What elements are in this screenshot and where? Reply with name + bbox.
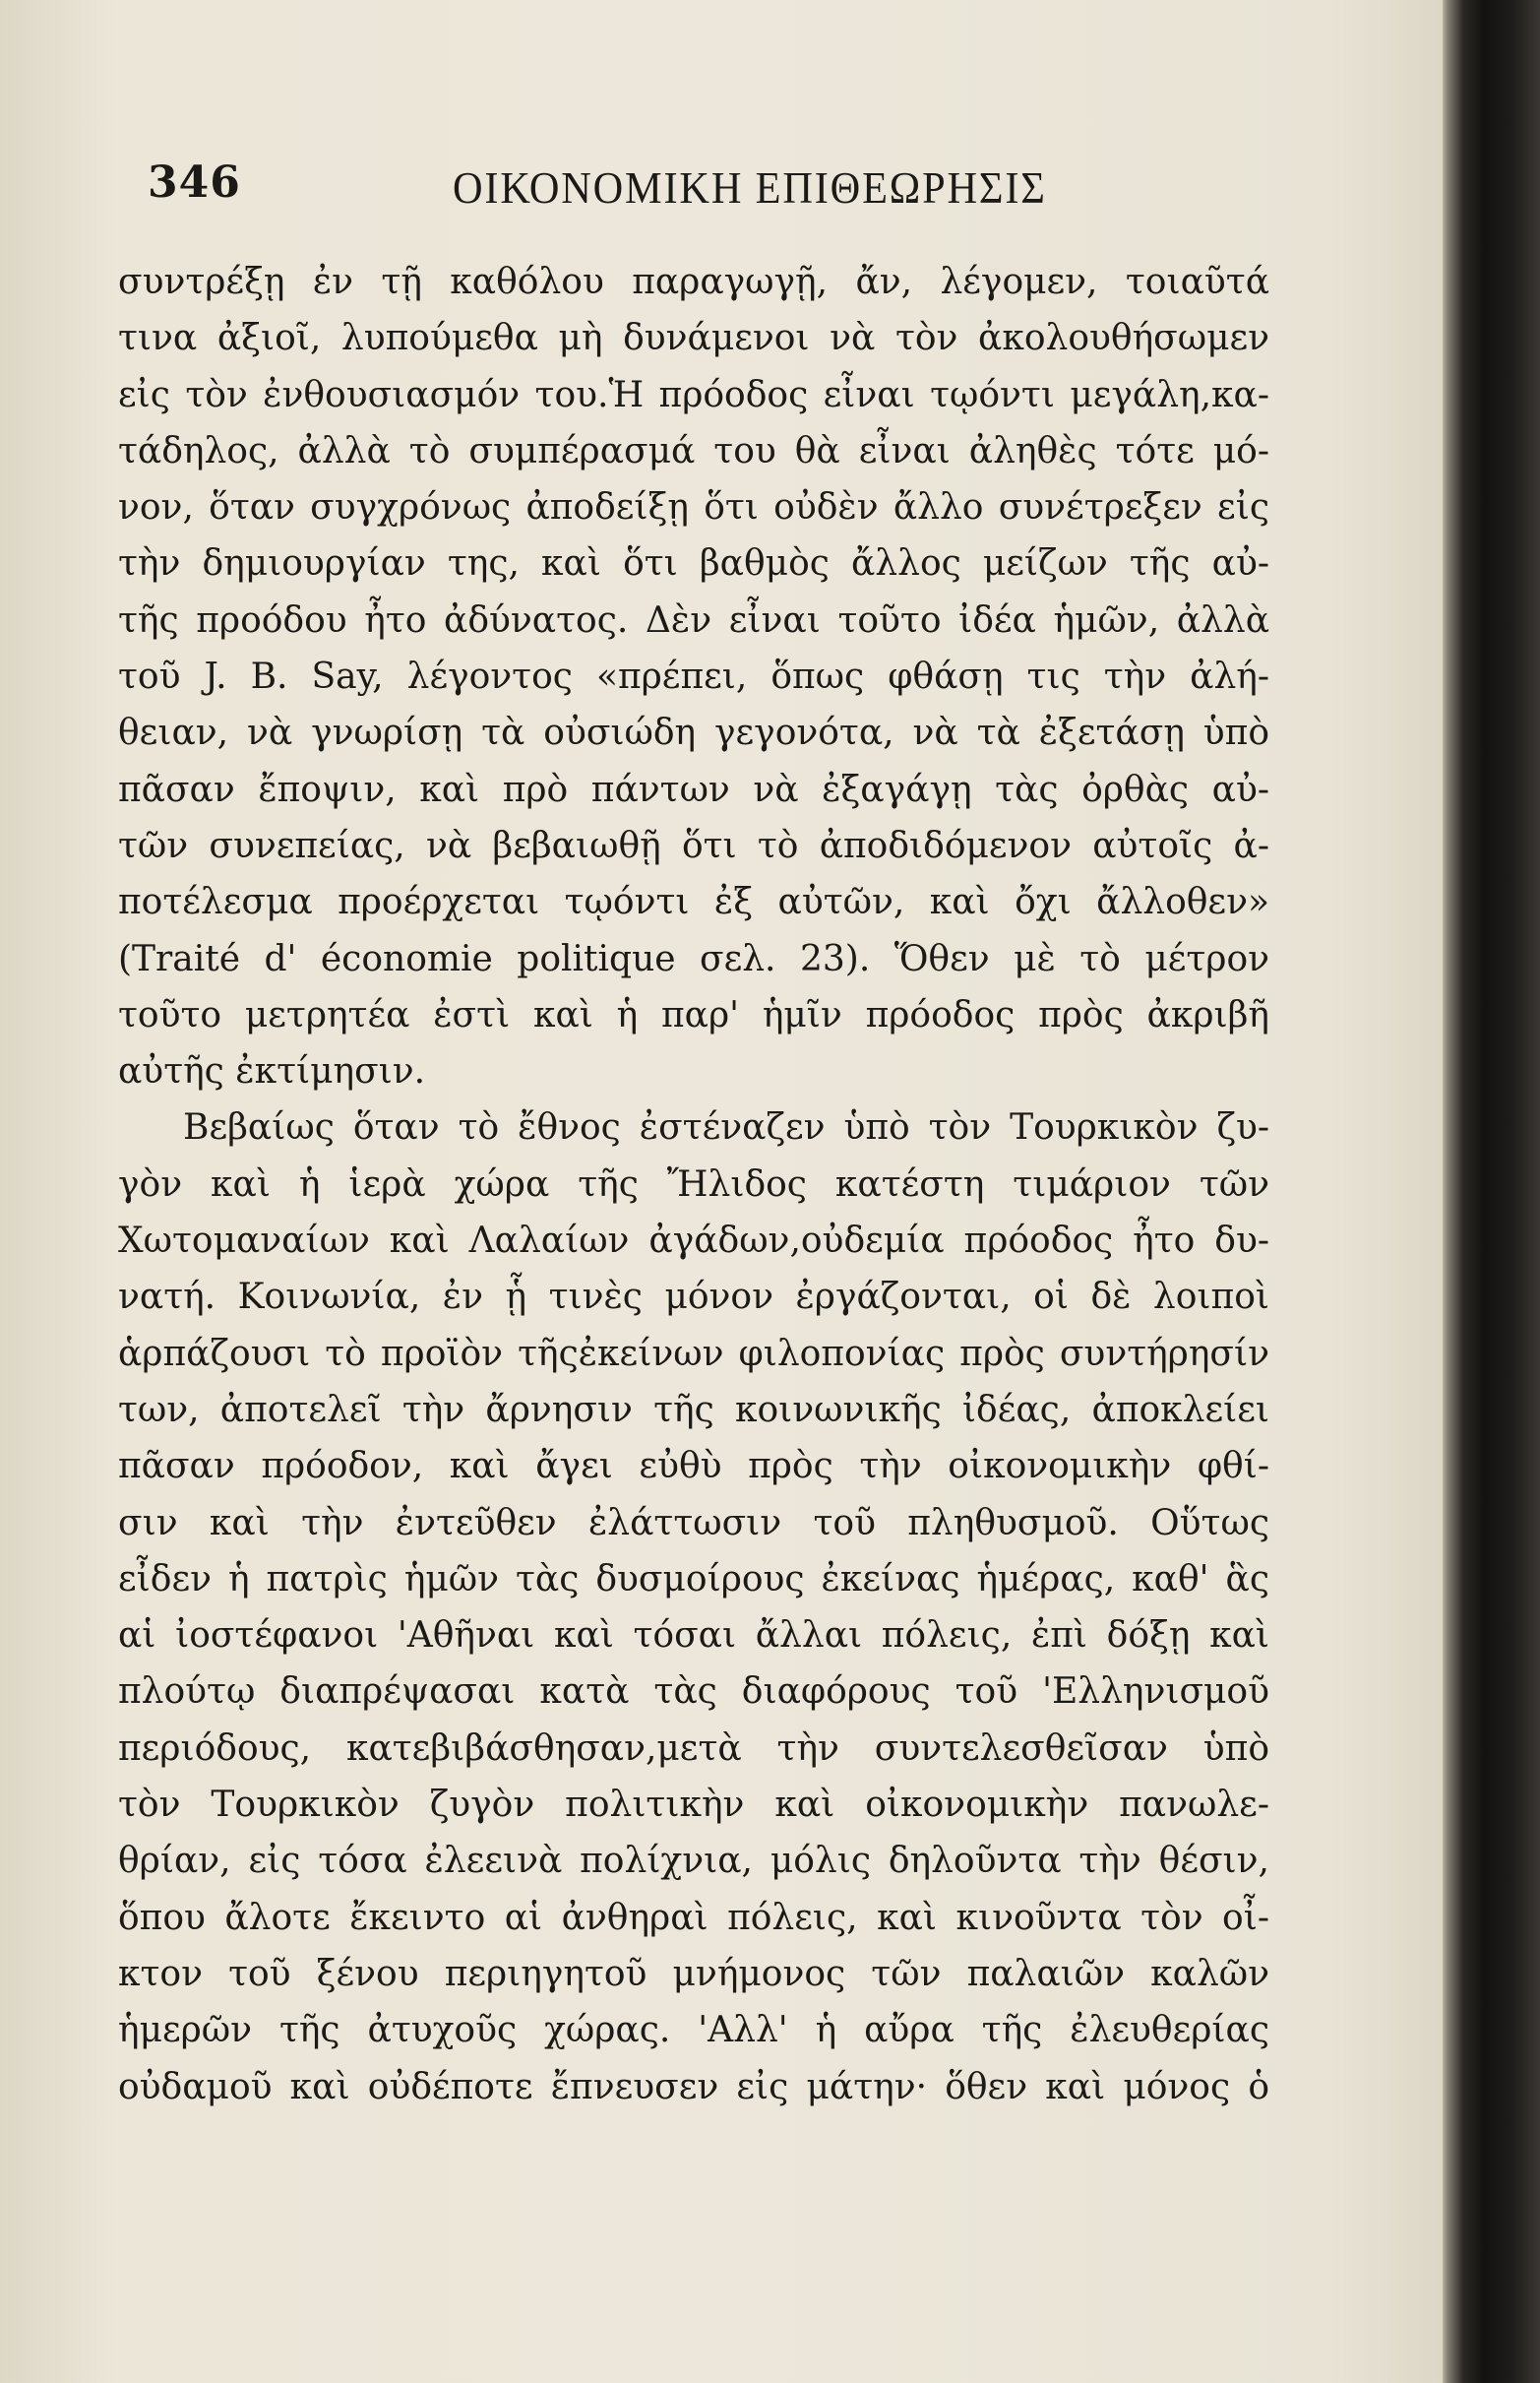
text-line: αὐτῆς ἐκτίμησιν. [118, 1051, 426, 1093]
text-line: Χωτομαναίων καὶ Λαλαίων ἀγάδων,οὐδεμία πρόοδος ἦτο δυ- [118, 1221, 1269, 1262]
body-text [118, 254, 1269, 2115]
text-line: τινα ἀξιοῖ, λυπούμεθα μὴ δυνάμενοι νὰ τὸν ἀκολουθήσωμεν [118, 318, 1269, 359]
text-line: ὅπου ἄλοτε ἔκειντο αἱ ἀνθηραὶ πόλεις, καὶ κινοῦντα τὸν οἶ- [118, 1897, 1269, 1938]
text-line: νατή. Κοινωνία, ἐν ᾗ τινὲς μόνον ἐργάζονται, οἱ δὲ λοιποὶ [118, 1277, 1269, 1318]
running-head-title: ΟΙΚΟΝΟΜΙΚΗ ΕΠΙΘΕΩΡΗΣΙΣ [453, 162, 1047, 213]
text-line: (Traité d' économie politique σελ. 23). Ὅθεν μὲ τὸ μέτρον [118, 938, 1269, 979]
text-line: συντρέξῃ ἐν τῇ καθόλου παραγωγῇ, ἄν, λέγομεν, τοιαῦτά [118, 262, 1269, 302]
text-line: εἰς τὸν ἐνθουσιασμόν του.Ἡ πρόοδος εἶναι τῳόντι μεγάλη,κα- [118, 374, 1269, 415]
text-line: ποτέλεσμα προέρχεται τῳόντι ἐξ αὐτῶν, καὶ ὄχι ἄλλοθεν» [118, 882, 1269, 923]
text-line: των, ἀποτελεῖ τὴν ἄρνησιν τῆς κοινωνικῆς ἰδέας, ἀποκλείει [118, 1389, 1269, 1430]
text-line: τῆς προόδου ἦτο ἀδύνατος. Δὲν εἶναι τοῦτο ἰδέα ἡμῶν, ἀλλὰ [118, 599, 1269, 641]
text-line: αἱ ἰοστέφανοι 'Αθῆναι καὶ τόσαι ἄλλαι πόλεις, ἐπὶ δόξῃ καὶ [118, 1615, 1269, 1657]
text-line: θρίαν, εἰς τόσα ἐλεεινὰ πολίχνια, μόλις δηλοῦντα τὴν θέσιν, [118, 1841, 1269, 1882]
text-line: νον, ὅταν συγχρόνως ἀποδείξῃ ὅτι οὐδὲν ἄλλο συνέτρεξεν εἰς [118, 487, 1269, 529]
text-line: Βεβαίως ὅταν τὸ ἔθνος ἐστέναζεν ὑπὸ τὸν Τουρκικὸν ζυ- [183, 1107, 1269, 1149]
text-line: τοῦτο μετρητέα ἐστὶ καὶ ἡ παρ' ἡμῖν πρόοδος πρὸς ἀκριβῆ [118, 994, 1269, 1035]
text-line: τοῦ J. B. Say, λέγοντος «πρέπει, ὅπως φθάσῃ τις τὴν ἀλή- [118, 657, 1269, 698]
text-line: πλούτῳ διαπρέψασαι κατὰ τὰς διαφόρους τοῦ 'Ελληνισμοῦ [118, 1671, 1269, 1713]
text-line: τῶν συνεπείας, νὰ βεβαιωθῇ ὅτι τὸ ἀποδιδόμενον αὐτοῖς ἀ- [118, 825, 1269, 866]
text-line: ἡμερῶν τῆς ἀτυχοῦς χώρας. 'Αλλ' ἡ αὔρα τῆς ἐλευθερίας [118, 2010, 1269, 2051]
text-line: πᾶσαν πρόοδον, καὶ ἄγει εὐθὺ πρὸς τὴν οἰκονομικὴν φθί- [118, 1446, 1269, 1487]
text-line: σιν καὶ τὴν ἐντεῦθεν ἐλάττωσιν τοῦ πληθυσμοῦ. Οὕτως [118, 1502, 1269, 1543]
text-line: θειαν, νὰ γνωρίσῃ τὰ οὐσιώδη γεγονότα, νὰ τὰ ἐξετάσῃ ὑπὸ [118, 713, 1269, 754]
text-line: εἶδεν ἡ πατρὶς ἡμῶν τὰς δυσμοίρους ἐκείνας ἡμέρας, καθ' ἃς [118, 1558, 1269, 1599]
text-line: τὴν δημιουργίαν της, καὶ ὅτι βαθμὸς ἄλλος μείζων τῆς αὐ- [118, 543, 1269, 585]
text-line: πᾶσαν ἔποψιν, καὶ πρὸ πάντων νὰ ἐξαγάγῃ τὰς ὀρθὰς αὐ- [118, 769, 1269, 810]
page-number: 346 [148, 157, 241, 208]
text-line: τάδηλος, ἀλλὰ τὸ συμπέρασμά του θὰ εἶναι ἀληθὲς τότε μό- [118, 430, 1269, 471]
page-header [148, 157, 1279, 226]
text-line: κτον τοῦ ξένου περιηγητοῦ μνήμονος τῶν παλαιῶν καλῶν [118, 1953, 1269, 1994]
text-line: οὐδαμοῦ καὶ οὐδέποτε ἔπνευσεν εἰς μάτην· ὅθεν καὶ μόνος ὁ [118, 2066, 1269, 2107]
text-line: ἁρπάζουσι τὸ προϊὸν τῆςἐκείνων φιλοπονίας πρὸς συντήρησίν [118, 1333, 1269, 1374]
book-binding-shadow [1447, 0, 1540, 2383]
text-line: περιόδους, κατεβιβάσθησαν,μετὰ τὴν συντελεσθεῖσαν ὑπὸ [118, 1727, 1269, 1769]
text-line: γὸν καὶ ἡ ἱερὰ χώρα τῆς Ἤλιδος κατέστη τιμάριον τῶν [118, 1163, 1269, 1205]
text-line: τὸν Τουρκικὸν ζυγὸν πολιτικὴν καὶ οἰκονομικὴν πανωλε- [118, 1785, 1269, 1826]
